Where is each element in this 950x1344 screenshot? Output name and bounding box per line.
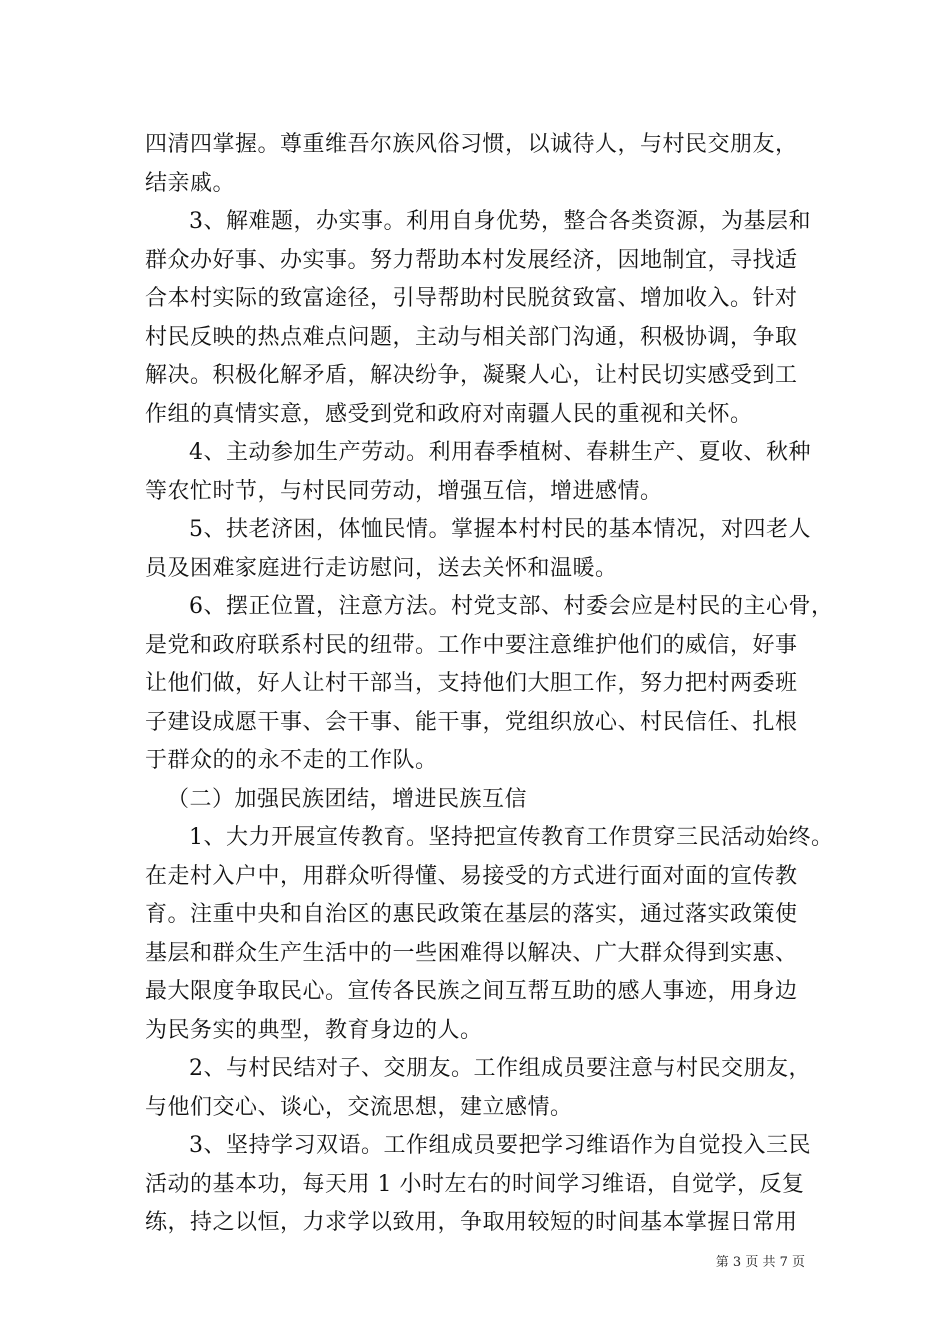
- paragraph-line: 2、与村民结对子、交朋友。工作组成员要注意与村民交朋友，: [189, 1056, 811, 1081]
- paragraph-line: 是党和政府联系村民的纽带。工作中要注意维护他们的威信，好事: [145, 632, 798, 658]
- paragraph-line: 群众办好事、办实事。努力帮助本村发展经济，因地制宜，寻找适: [145, 247, 798, 273]
- section-heading: （二）加强民族团结，增进民族互信: [167, 786, 528, 812]
- paragraph-line: 结亲戚。: [145, 170, 236, 196]
- paragraph-line: 1、大力开展宣传教育。坚持把宣传教育工作贯穿三民活动始终。: [189, 825, 834, 850]
- paragraph-line: 3、坚持学习双语。工作组成员要把学习维语作为自觉投入三民: [189, 1133, 811, 1158]
- paragraph-line: 最大限度争取民心。宣传各民族之间互帮互助的感人事迹，用身边: [145, 979, 798, 1004]
- paragraph-line: 村民反映的热点难点问题，主动与相关部门沟通，积极协调，争取: [145, 324, 798, 350]
- paragraph-line: 让他们做，好人让村干部当，支持他们大胆工作，努力把村两委班: [145, 671, 798, 696]
- paragraph-line: 3、解难题，办实事。利用自身优势，整合各类资源，为基层和: [189, 209, 811, 234]
- paragraph-line: 练，持之以恒，力求学以致用，争取用较短的时间基本掌握日常用: [145, 1210, 798, 1235]
- paragraph-line: 4、主动参加生产劳动。利用春季植树、春耕生产、夏收、秋种: [189, 440, 811, 465]
- paragraph-line: 为民务实的典型，教育身边的人。: [145, 1017, 483, 1043]
- paragraph-line: 合本村实际的致富途径，引导帮助村民脱贫致富、增加收入。针对: [145, 286, 798, 311]
- paragraph-line: 基层和群众生产生活中的一些困难得以解决、广大群众得到实惠、: [145, 940, 798, 966]
- paragraph-line: 6、摆正位置，注意方法。村党支部、村委会应是村民的主心骨，: [189, 594, 834, 619]
- paragraph-line: 员及困难家庭进行走访慰问，送去关怀和温暖。: [145, 555, 618, 581]
- paragraph-line: 子建设成愿干事、会干事、能干事，党组织放心、村民信任、扎根: [145, 709, 798, 735]
- paragraph-line: 在走村入户中，用群众听得懂、易接受的方式进行面对面的宣传教: [145, 863, 798, 889]
- page-footer: 第 3 页 共 7 页: [715, 1255, 805, 1270]
- paragraph-line: 活动的基本功，每天用 1 小时左右的时间学习维语，自觉学，反复: [145, 1171, 805, 1197]
- paragraph-line: 与他们交心、谈心，交流思想，建立感情。: [145, 1094, 573, 1120]
- paragraph-line: 5、扶老济困，体恤民情。掌握本村村民的基本情况，对四老人: [189, 517, 811, 542]
- paragraph-line: 于群众的的永不走的工作队。: [145, 748, 438, 773]
- paragraph-line: 作组的真情实意，感受到党和政府对南疆人民的重视和关怀。: [145, 401, 753, 427]
- document-body: [145, 126, 834, 1243]
- paragraph-line: 等农忙时节，与村民同劳动，增强互信，增进感情。: [145, 478, 663, 504]
- paragraph-line: 四清四掌握。尊重维吾尔族风俗习惯，以诚待人，与村民交朋友，: [145, 132, 798, 157]
- paragraph-line: 育。注重中央和自治区的惠民政策在基层的落实，通过落实政策使: [145, 902, 798, 927]
- paragraph-line: 解决。积极化解矛盾，解决纷争，凝聚人心，让村民切实感受到工: [145, 363, 798, 388]
